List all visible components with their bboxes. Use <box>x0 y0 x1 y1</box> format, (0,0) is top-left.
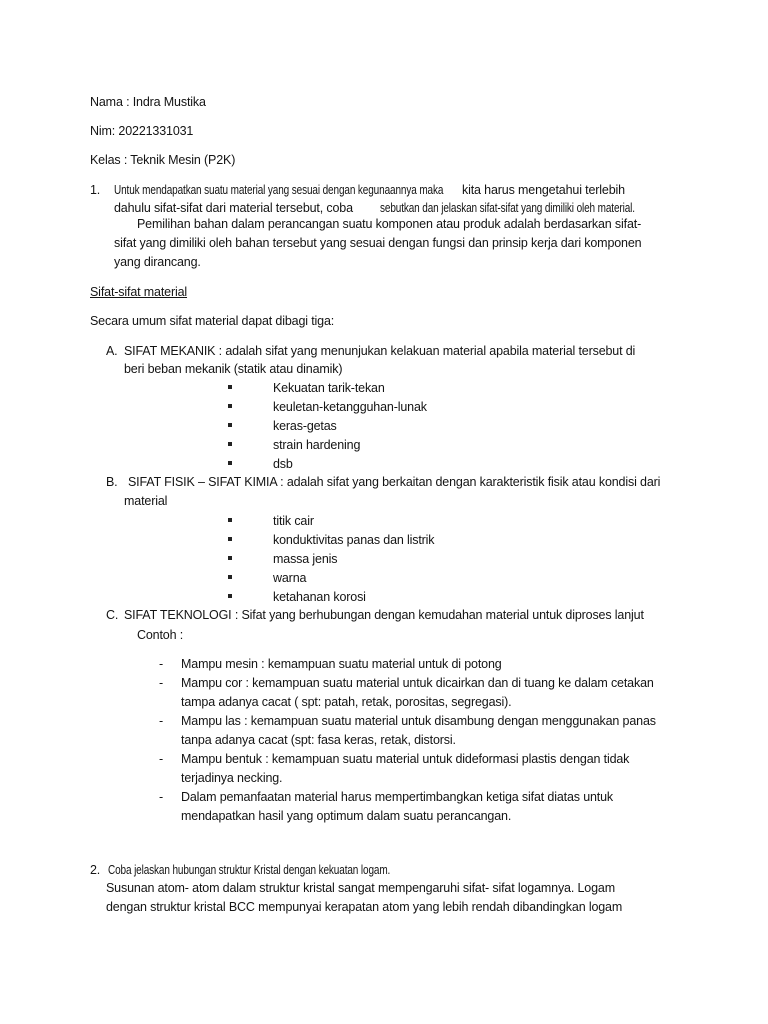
sifat-a-item: keuletan-ketangguhan-lunak <box>273 400 427 414</box>
sifat-a-item: strain hardening <box>273 438 361 452</box>
sifat-a-heading <box>124 343 635 359</box>
dash-marker: - <box>159 752 164 766</box>
sifat-a-marker: A. <box>106 344 118 358</box>
bullet-icon <box>228 556 232 560</box>
sifat-c-item: Mampu bentuk : kemampuan suatu material untuk dideformasi plastis dengan tidak <box>181 752 630 766</box>
dash-marker: - <box>159 676 164 690</box>
sifat-a-title: SIFAT MEKANIK : <box>124 344 223 358</box>
q1-question-part1: Untuk mendapatkan suatu material yang sesuai dengan kegunaannya maka <box>114 183 444 197</box>
kelas-line: Kelas : Teknik Mesin (P2K) <box>90 153 236 167</box>
sifat-c-heading <box>124 607 644 623</box>
sifat-a-desc: adalah sifat yang menunjukan kelakuan material apabila material tersebut di <box>222 344 636 358</box>
bullet-icon <box>228 423 232 427</box>
sifat-c-title: SIFAT TEKNOLOGI : <box>124 608 239 622</box>
sifat-b-heading <box>128 474 660 490</box>
q1-question-line2b: sebutkan dan jelaskan sifat-sifat yang dimiliki oleh material. <box>380 201 635 215</box>
sifat-b-item: konduktivitas panas dan listrik <box>273 533 435 547</box>
q2-number: 2. <box>90 863 101 877</box>
bullet-icon <box>228 594 232 598</box>
dash-marker: - <box>159 657 164 671</box>
bullet-icon <box>228 385 232 389</box>
sifat-c-item-cont: mendapatkan hasil yang optimum dalam suatu perancangan. <box>181 809 512 823</box>
sifat-c-item: Dalam pemanfaatan material harus mempertimbangkan ketiga sifat diatas untuk <box>181 790 614 804</box>
sifat-b-marker: B. <box>106 475 118 489</box>
sifat-c-item-cont: tampa adanya cacat ( spt: patah, retak, porositas, segregasi). <box>181 695 512 709</box>
q1-answer-line3: yang dirancang. <box>114 255 201 269</box>
name-line: Nama : Indra Mustika <box>90 95 206 109</box>
q1-answer-line2: sifat yang dimiliki oleh bahan tersebut yang sesuai dengan fungsi dan prinsip kerja dari komponen <box>114 236 642 250</box>
sifat-b-item: warna <box>273 571 307 585</box>
sifat-c-marker: C. <box>106 608 119 622</box>
sifat-b-desc2: material <box>124 494 168 508</box>
sifat-a-item: dsb <box>273 457 293 471</box>
sifat-c-item-cont: terjadinya necking. <box>181 771 283 785</box>
dash-marker: - <box>159 714 164 728</box>
sifat-b-desc: adalah sifat yang berkaitan dengan karakteristik fisik atau kondisi dari <box>283 475 661 489</box>
sifat-b-item: massa jenis <box>273 552 338 566</box>
intro-line: Secara umum sifat material dapat dibagi tiga: <box>90 314 335 328</box>
sifat-b-item: ketahanan korosi <box>273 590 366 604</box>
q2-question: Coba jelaskan hubungan struktur Kristal dengan kekuatan logam. <box>108 863 391 877</box>
sifat-c-item: Mampu cor : kemampuan suatu material untuk dicairkan dan di tuang ke dalam cetakan <box>181 676 654 690</box>
sifat-c-item: Mampu las : kemampuan suatu material untuk disambung dengan menggunakan panas <box>181 714 656 728</box>
q1-question-line2a: dahulu sifat-sifat dari material tersebut, coba <box>114 201 353 215</box>
sifat-a-item: Kekuatan tarik-tekan <box>273 381 385 395</box>
bullet-icon <box>228 518 232 522</box>
sifat-a-desc2: beri beban mekanik (statik atau dinamik) <box>124 362 343 376</box>
sifat-c-item-cont: tanpa adanya cacat (spt: fasa keras, retak, distorsi. <box>181 733 456 747</box>
sifat-c-contoh: Contoh : <box>137 628 184 642</box>
bullet-icon <box>228 404 232 408</box>
section-title: Sifat-sifat material <box>90 285 188 299</box>
dash-marker: - <box>159 790 164 804</box>
nim-line: Nim: 20221331031 <box>90 124 194 138</box>
sifat-c-item: Mampu mesin : kemampuan suatu material untuk di potong <box>181 657 502 671</box>
sifat-b-title: SIFAT FISIK – SIFAT KIMIA : <box>128 475 284 489</box>
q2-answer-line1: Susunan atom- atom dalam struktur kristal sangat mempengaruhi sifat- sifat logamnya. Logam <box>106 881 615 895</box>
bullet-icon <box>228 575 232 579</box>
q2-answer-line2: dengan struktur kristal BCC mempunyai kerapatan atom yang lebih rendah dibandingkan logam <box>106 900 623 914</box>
sifat-a-item: keras-getas <box>273 419 337 433</box>
q1-question-part2: kita harus mengetahui terlebih <box>462 183 625 197</box>
sifat-b-item: titik cair <box>273 514 314 528</box>
sifat-c-desc: Sifat yang berhubungan dengan kemudahan material untuk diproses lanjut <box>238 608 644 622</box>
bullet-icon <box>228 442 232 446</box>
q1-answer-line1: Pemilihan bahan dalam perancangan suatu komponen atau produk adalah berdasarkan sifat- <box>137 217 642 231</box>
q1-number: 1. <box>90 183 101 197</box>
bullet-icon <box>228 537 232 541</box>
bullet-icon <box>228 461 232 465</box>
